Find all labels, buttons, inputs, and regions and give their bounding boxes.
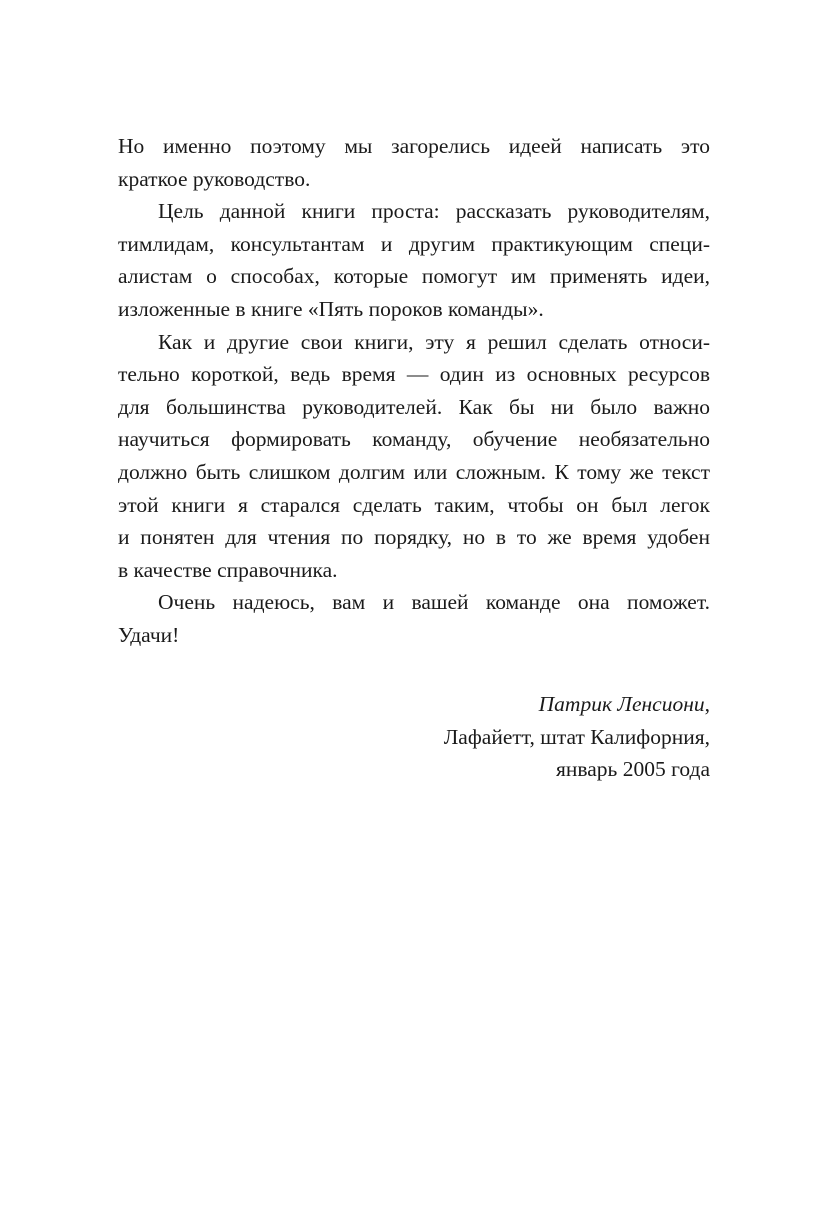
signature-place: Лафайетт, штат Калифорния, bbox=[443, 724, 710, 749]
paragraph-1 bbox=[118, 130, 710, 195]
text-line: тельно короткой, ведь время — один из основных ресурсов bbox=[118, 362, 710, 387]
text-line: Цель данной книги проста: рассказать руководителям, bbox=[158, 199, 710, 224]
author-comma: , bbox=[704, 692, 710, 716]
text-line: в качестве справочника. bbox=[118, 557, 338, 582]
signature-block bbox=[118, 688, 710, 786]
paragraph-2 bbox=[118, 195, 710, 325]
page-body bbox=[118, 130, 710, 782]
signature-date: январь 2005 года bbox=[555, 757, 710, 782]
text-line: Удачи! bbox=[118, 622, 180, 647]
text-line: научиться формировать команду, обучение необязательно bbox=[118, 427, 710, 452]
text-line: тимлидам, консультантам и другим практикующим специ- bbox=[118, 231, 710, 256]
text-line: должно быть слишком долгим или сложным. К тому же текст bbox=[118, 459, 710, 484]
text-line: этой книги я старался сделать таким, чтобы он был легок bbox=[118, 492, 710, 517]
text-line: и понятен для чтения по порядку, но в то же время удобен bbox=[118, 525, 710, 550]
text-line: изложенные в книге «Пять пороков команды». bbox=[118, 296, 544, 321]
text-line: алистам о способах, которые помогут им применять идеи, bbox=[118, 264, 710, 289]
text-line: краткое руководство. bbox=[118, 166, 311, 191]
paragraph-4 bbox=[118, 586, 710, 651]
paragraph-3 bbox=[118, 326, 710, 587]
signature-author-line bbox=[118, 688, 710, 721]
text-line: для большинства руководителей. Как бы ни было важно bbox=[118, 394, 710, 419]
text-line: Но именно поэтому мы загорелись идеей написать это bbox=[118, 134, 710, 158]
text-line: Очень надеюсь, вам и вашей команде она поможет. bbox=[158, 590, 710, 615]
author-name: Патрик Ленсиони bbox=[538, 692, 705, 716]
text-line: Как и другие свои книги, эту я решил сделать относи- bbox=[158, 329, 710, 354]
